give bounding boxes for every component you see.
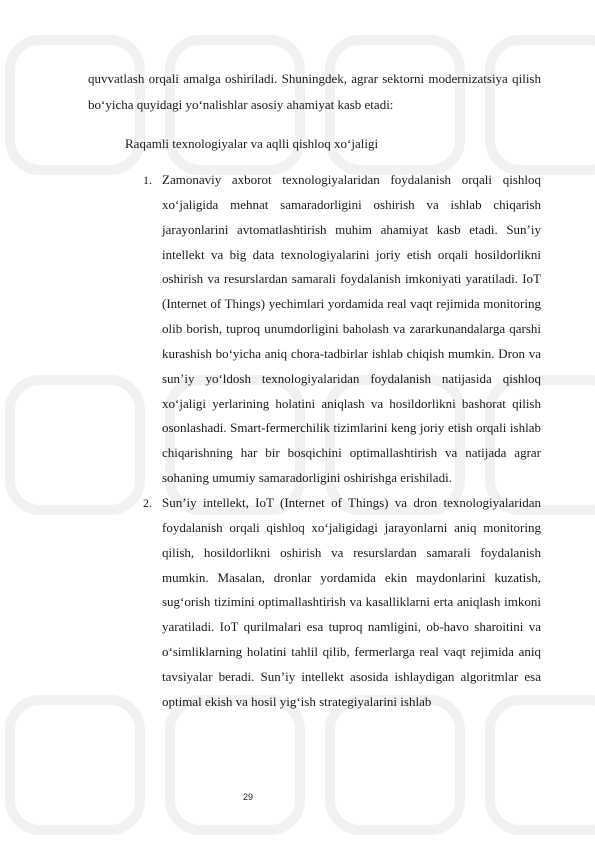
list-item — [0, 168, 541, 491]
numbered-list — [0, 168, 541, 715]
section-heading: Raqamli texnologiyalar va aqlli qishloq xo‘jaligi — [125, 136, 379, 151]
list-item-number: 2. — [143, 495, 152, 510]
list-item-number: 1. — [143, 173, 152, 187]
intro-paragraph: quvvatlash orqali amalga oshiriladi. Shuningdek, agrar sektorni modernizatsiya qilish bo‘yicha quyidagi yo‘nalishlar asosiy ahamiyat kasb etadi: — [88, 71, 541, 112]
page-number: 29 — [243, 792, 254, 802]
list-item — [0, 491, 541, 715]
list-item-text: Zamonaviy axborot texnologiyalaridan foydalanish orqali qishloq xo‘jaligida mehnat samaradorligini oshirish va ishlab chiqarish jarayonlarini avtomatlashtirish muhim ahamiyat kasb etadi. Sun’iy intellekt va big data texnologiyalarini joriy etish orqali hosildorlikni oshirish va resurslardan samarali foydalanish imkoniyati yaratiladi. IoT (Internet of Things) yechimlari yordamida real vaqt rejimida monitoring olib borish, tuproq unumdorligini baholash va zararkunandalarga qarshi kurashish bo‘yicha aniq chora-tadbirlar ishlab chiqish mumkin. Dron va sun’iy yo‘ldosh texnologiyalaridan foydalanish natijasida qishloq xo‘jaligi yerlarining holatini aniqlash va hosildorlikni bashorat qilish osonlashadi. Smart-fermerchilik tizimlarini keng joriy etish orqali ishlab chiqarishning har bir bosqichini optimallashtirish va natijada agrar sohaning umumiy samaradorligini oshirishga erishiladi. — [162, 172, 541, 486]
list-item-text: Sun’iy intellekt, IoT (Internet of Things) va dron texnologiyalaridan foydalanish orqali qishloq xo‘jaligidagi jarayonlarni aniq monitoring qilish, hosildorlikni oshirish va resurslardan samarali foydalanish mumkin. Masalan, dronlar yordamida ekin maydonlarini kuzatish, sug‘orish tizimini optimallashtirish va kasalliklarni erta aniqlash imkoni yaratiladi. IoT qurilmalari esa tuproq namligini, ob-havo sharoitini va o‘simliklarning holatini tahlil qilib, fermerlarga real vaqt rejimida aniq tavsiyalar beradi. Sun’iy intellekt asosida ishlaydigan algoritmlar esa optimal ekish va hosil yig‘ish strategiyalarini ishlab — [162, 494, 541, 709]
